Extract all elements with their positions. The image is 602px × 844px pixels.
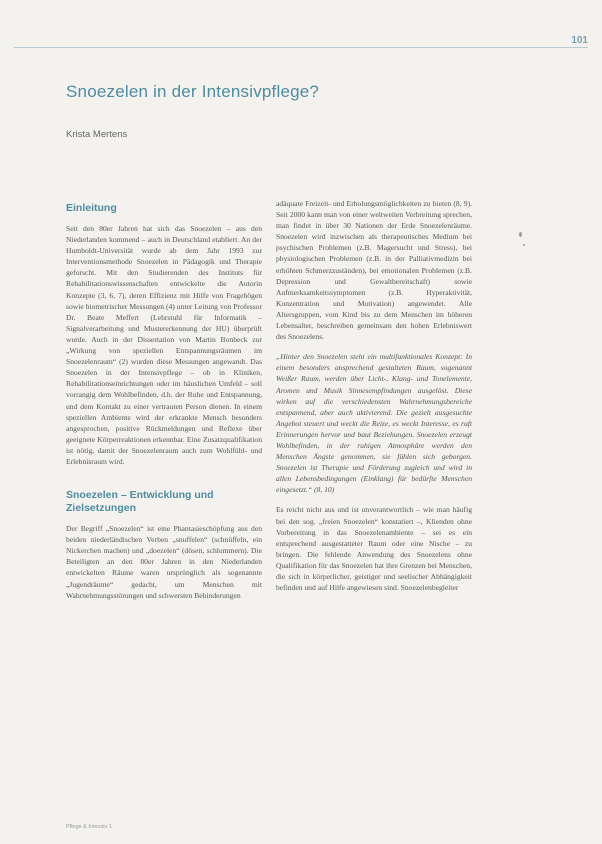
scan-speck bbox=[519, 232, 522, 237]
left-column bbox=[66, 202, 262, 601]
section-heading-einleitung: Einleitung bbox=[66, 202, 117, 214]
paragraph-qualifikation: Es reicht nicht aus und ist unverantwortlich – wie man häufig bei den sog. „freien Snoezelen“ konstatiert –, Klienden ohne Vorbereitung in das Snoezelenambiente – sei es ein entsprechend ausgestatteter Raum oder eine Nische – zu bringen. Die fehlende Anwendung des Snoezelens ohne Qualifikation für das Snoezelen hat ihre Grenzen bei Menschen, die sich in körperlicher, geistiger und seelischer Abhängigkeit befinden und auf Hilfe angewiesen sind. Snoezelenbegleiter bbox=[276, 505, 472, 593]
page-footer: Pflege & Intensiv 1 bbox=[66, 824, 112, 830]
section-heading-entwicklung: Snoezelen – Entwicklung und Zielsetzungen bbox=[66, 489, 214, 515]
right-column bbox=[276, 198, 472, 593]
quote-block: „Hinter den Snoezelen steht ein multifunktionales Konzept: In einem besonders ansprechend gestalteten Raum, sogenannt Weißer Raum, werden über Licht-, Klang- und Tonelemente, Aromen und Musik Sinnesempfindungen ausgelöst. Diese wirken auf die verschiedensten Wahrnehmungsbereiche entspannend, aber auch aktivierend. Die gezielt ausgesuchte Angebot steuert und weckt die Reize, es weckt Interesse, es ruft Erinnerungen hervor und baut Beziehungen. Snoezelen erzeugt Wohlbefinden, in der ruhigen Atmosphäre werden den Menschen Ängste genommen, sie fühlen sich geborgen. Snoezelen ist Therapie und Förderung zugleich und wird in allen Lebensbedingungen (Einklang) für bedürfte Menschen eingesetzt.“ (8, 10) bbox=[276, 352, 472, 495]
paragraph-einleitung: Seit den 80er Jahren hat sich das Snoezelen – aus den Niederlanden kommend – auch in Deutschland etabliert. An der Humboldt-Universität wurde ab dem Jahr 1993 zur Interventionsmethode Snoezelen in Pädagogik und Therapie geforscht. Mit den Studierenden des Instituts für Rehabilitationswissenschaften entwickelte die Autorin Konzepte (3, 6, 7), deren Effizienz mit Hilfe von Fragebögen sowie biometrischer Messungen (4) unter Leitung von Professor Dr. Beate Meffert (Lehrstuhl für Informatik – Signalverarbeitung und Mustererkennung der HU) überprüft wurde. Auch in der Dissertation von Martin Bonbeck zur „Wirkung von speziellen Entspannungsräumen im Snoezelenraum“ (2) wurden diese Messungen angewandt. Das Snoezelen in der Intensivpflege – ob in Kliniken, Rehabilitationseinrichtungen oder im häuslichen Umfeld – soll vorrangig dem Wohlbefinden, d.h. der Ruhe und Entspannung, und dem Kontakt zu einer vertrauten Person dienen. In einem speziellen Ambiente wird der erkrankte Mensch besonders angesprochen, positive Rückmeldungen und Reflexe über geeignete Körperreaktionen erkennbar. Eine Zusatzqualifikation ist nötig, damit der Snoezelenraum auch zum Wohlfühl- und Erlebnisraum wird. bbox=[66, 224, 262, 466]
scan-speck bbox=[523, 244, 525, 246]
author-name: Krista Mertens bbox=[66, 129, 128, 140]
header-rule bbox=[14, 47, 588, 48]
article-title: Snoezelen in der Intensivpflege? bbox=[66, 82, 320, 101]
paragraph-verbreitung: adäquate Freizeit- und Erholungsmöglichkeiten zu bieten (8, 9). Seit 2000 kann man von einer weltweiten Verbreitung sprechen, man findet in über 30 Nationen der Erde Snoezelenräume. Snoezelen wird inzwischen als therapeutisches Medium bei psychischen Problemen (z.B. Magersucht und Stress), bei physiologischen Problemen (z.B. in der Palliativmedizin bei erhöhten Schmerzzuständen), bei emotionalen Problemen (z.B. Depression und Gewaltbereitschaft) sowie Aufmerksamkeitssymptomen (z.B. Hyperaktivität, Konzentration und Motivation) angewendet. Alle Altersgruppen, vom Kind bis zu dem Menschen im höheren Lebensalter, beschreiben gemeinsam den hohen Erlebniswert des Snoezelens. bbox=[276, 199, 472, 342]
page-number: 101 bbox=[571, 35, 588, 46]
paragraph-entwicklung: Der Begriff „Snoezelen“ ist eine Phantasieschöpfung aus den beiden niederländischen Verben „snuffelen“ (schnüffeln, ein Nickerchen machen) und „doezelen“ (dösen, schlummern). Die Beteiligten an den 80er Jahren in den Niederlanden entwickelten Räume waren ursprünglich als sogenannte „Jugendräume“ gedacht, um Menschen mit Wahrnehmungsstörungen und schwersten Behinderungen bbox=[66, 524, 262, 600]
